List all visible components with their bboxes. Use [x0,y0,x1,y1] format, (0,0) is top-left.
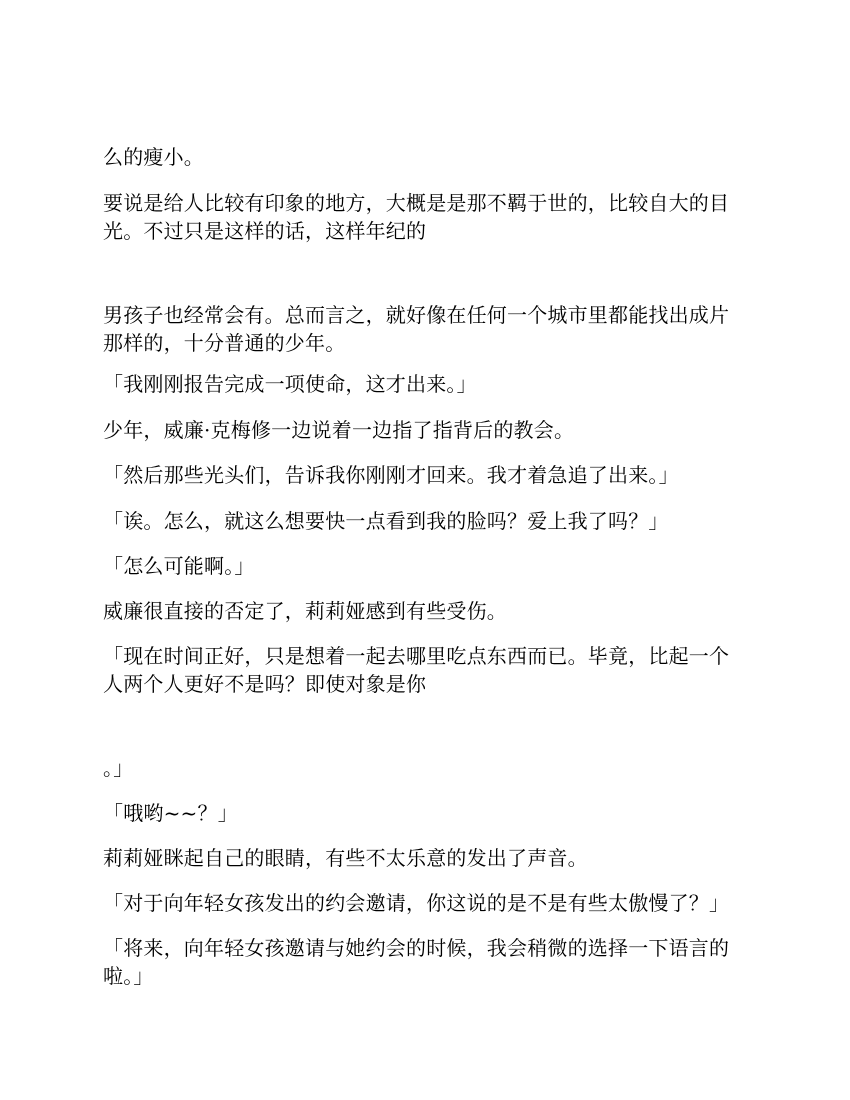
text-line: 啦。」 [103,964,154,988]
text-line: 「现在时间正好，只是想着一起去哪里吃点东西而已。毕竟，比起一个 [103,644,730,668]
paragraph [103,416,753,444]
paragraph [103,642,753,698]
text-line: 人两个人更好不是吗？即使对象是你 [103,672,427,696]
paragraph [103,799,753,827]
paragraph [103,301,753,357]
paragraph [103,461,753,489]
paragraph [103,754,753,782]
paragraph [103,889,753,917]
paragraph [103,597,753,625]
text-line: 「诶。怎么，就这么想要快一点看到我的脸吗？爱上我了吗？」 [103,509,669,533]
text-line: 。」 [103,756,134,780]
text-line: 那样的，十分普通的少年。 [103,331,346,355]
paragraph [103,934,753,990]
text-line: 「怎么可能啊。」 [103,554,255,578]
paragraph [103,189,753,245]
text-line: 莉莉娅眯起自己的眼睛，有些不太乐意的发出了声音。 [103,846,588,870]
text-line: 男孩子也经常会有。总而言之，就好像在任何一个城市里都能找出成片 [103,303,730,327]
text-line: 「将来，向年轻女孩邀请与她约会的时候，我会稍微的选择一下语言的 [103,936,730,960]
text-line: 威廉很直接的否定了，莉莉娅感到有些受伤。 [103,599,507,623]
text-line: 「对于向年轻女孩发出的约会邀请，你这说的是不是有些太傲慢了？」 [103,891,730,915]
paragraph [103,370,753,398]
paragraph [103,552,753,580]
text-line: 少年，威廉·克梅修一边说着一边指了指背后的教会。 [103,418,575,442]
paragraph [103,844,753,872]
paragraph [103,507,753,535]
text-line: 「我刚刚报告完成一项使命，这才出来。」 [103,372,477,396]
text-line: 要说是给人比较有印象的地方，大概是是那不羁于世的，比较自大的目 [103,191,730,215]
text-line: 光。不过只是这样的话，这样年纪的 [103,219,427,243]
text-line: 「哦哟~~？」 [103,801,238,825]
paragraph [103,143,753,171]
text-line: 么的瘦小。 [103,145,204,169]
text-line: 「然后那些光头们，告诉我你刚刚才回来。我才着急追了出来。」 [103,463,679,487]
